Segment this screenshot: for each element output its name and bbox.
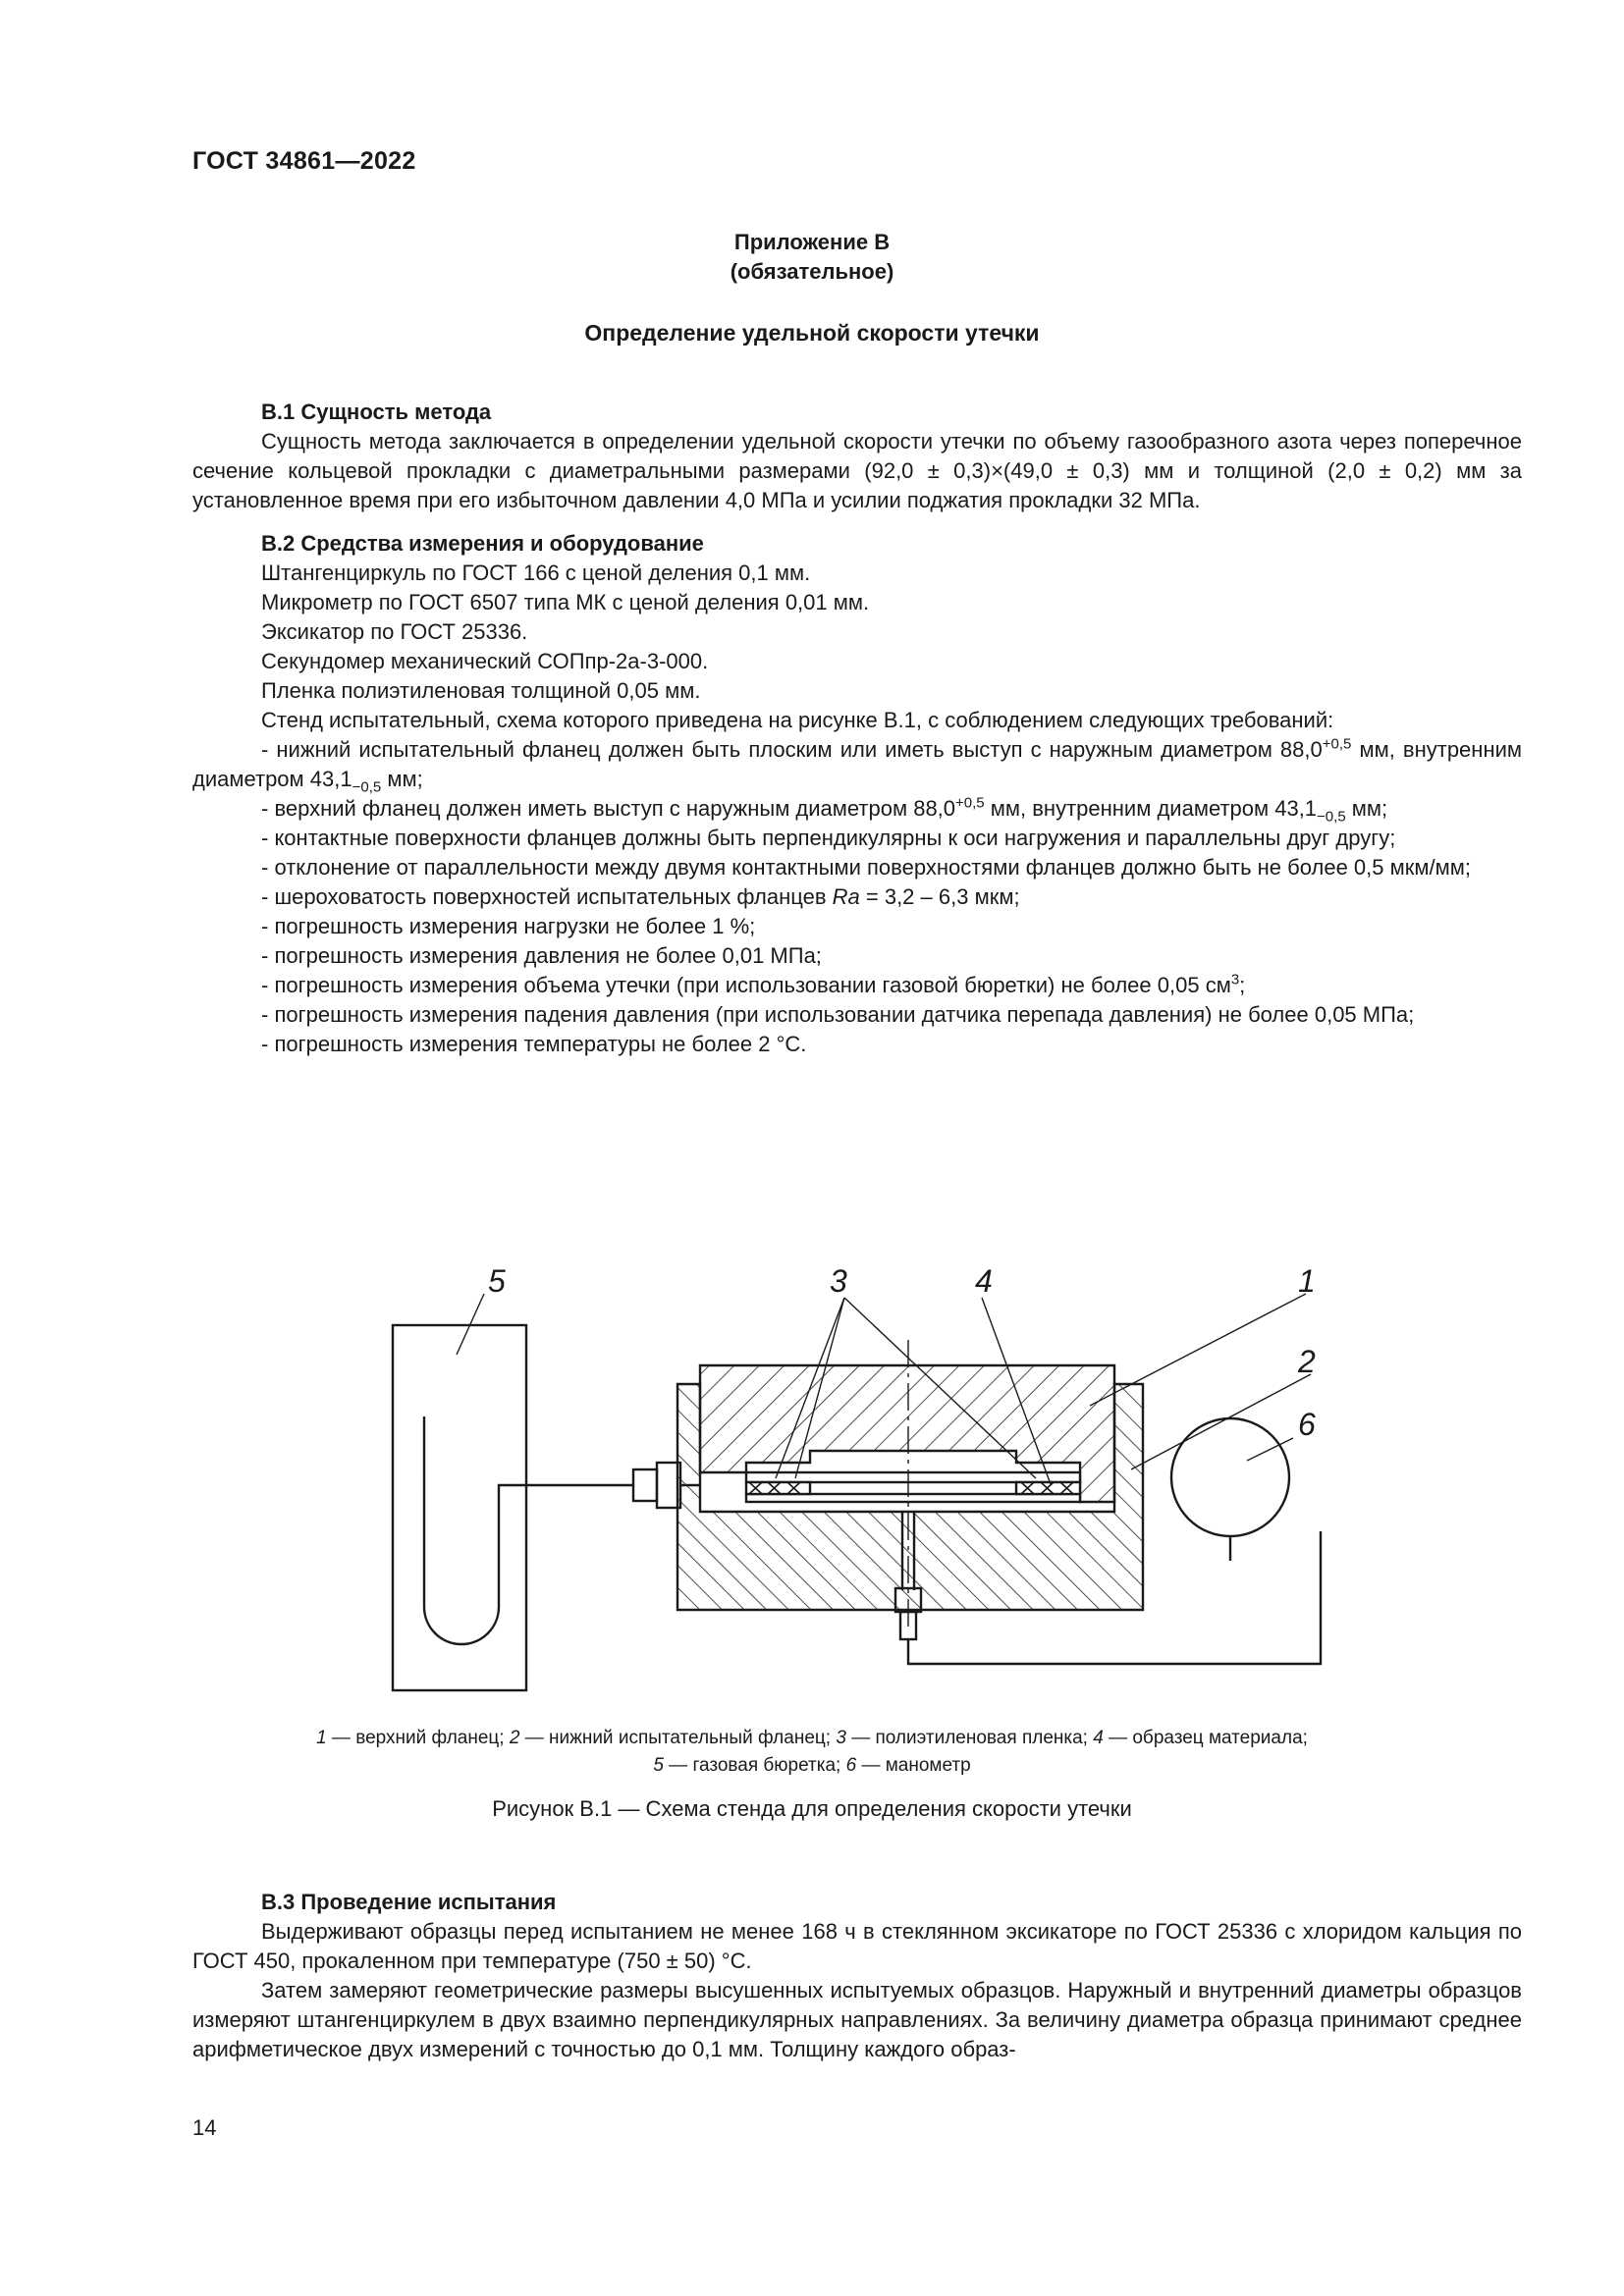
gas-burette: [393, 1325, 526, 1690]
figure-caption: Рисунок В.1 — Схема стенда для определения скорости утечки: [492, 1796, 1132, 1821]
document-header: ГОСТ 34861—2022: [192, 147, 416, 175]
equipment-line: Эксикатор по ГОСТ 25336.: [261, 619, 528, 644]
section-3-paragraph: Выдерживают образцы перед испытанием не менее 168 ч в стеклянном эксикаторе по ГОСТ 25336 с хлоридом кальция по ГОСТ 450, прокаленном при температуре (750 ± 50) °С.: [192, 1919, 1522, 1973]
requirement-item: - нижний испытательный фланец должен быть плоским или иметь выступ с наружным диаметром $88,0^{+0,5}$ мм, внутренним диаметром $43,1_{-0,5}$ мм;: [192, 735, 1523, 796]
requirement-item: - погрешность измерения давления не более 0,01 МПа;: [261, 943, 822, 968]
requirement-item: - погрешность измерения падения давления (при использовании датчика перепада давления) не более 0,05 МПа;: [261, 1002, 1415, 1027]
lower-text-block: [192, 1888, 1522, 2064]
legend-line-2: 5 — газовая бюретка; 6 — манометр: [653, 1755, 971, 1776]
equipment-line: Стенд испытательный, схема которого приведена на рисунке В.1, с соблюдением следующих требований:: [261, 708, 1334, 732]
section-3-paragraph: Затем замеряют геометрические размеры высушенных испытуемых образцов. Наружный и внутренний диаметры образцов измеряют штангенциркулем в двух взаимно перпендикулярных направлениях. За величину диаметра образца принимают среднее арифметическое двух измерений с точностью до 0,1 мм. Толщину каждого образ-: [192, 1978, 1522, 2061]
requirement-item: - погрешность измерения температуры не более 2 °С.: [261, 1032, 807, 1056]
equipment-line: Пленка полиэтиленовая толщиной 0,05 мм.: [261, 678, 701, 703]
burette-tube: [424, 1416, 633, 1644]
annex-label: Приложение В: [733, 230, 891, 254]
label-4: 4: [975, 1263, 993, 1299]
fitting: [633, 1469, 657, 1501]
section-1-text: Сущность метода заключается в определении удельной скорости утечки по объему газообразного азота через поперечное сечение кольцевой прокладки с диаметральными размерами (92,0 ± 0,3)×(49,0 ± 0,3) мм и толщиной (2,0 ± 0,2) мм за установленное время при его избыточном давлении 4,0 МПа и усилии поджатия прокладки 32 МПа.: [192, 429, 1522, 512]
section-3-heading: В.3 Проведение испытания: [261, 1890, 557, 1914]
legend-line-1: 1 — верхний фланец; 2 — нижний испытательный фланец; 3 — полиэтиленовая пленка; 4 — образец материала;: [316, 1728, 1308, 1748]
manometer: [1171, 1418, 1289, 1536]
label-1: 1: [1298, 1263, 1316, 1299]
equipment-line: Микрометр по ГОСТ 6507 типа МК с ценой деления 0,01 мм.: [261, 590, 870, 614]
label-6: 6: [1298, 1407, 1316, 1442]
page-number: 14: [192, 2115, 217, 2140]
annex-status: (обязательное): [730, 259, 894, 284]
section-2-heading: В.2 Средства измерения и оборудование: [261, 531, 704, 556]
label-2: 2: [1298, 1344, 1316, 1379]
requirement-item: - погрешность измерения нагрузки не более 1 %;: [261, 914, 756, 938]
annex-title: Определение удельной скорости утечки: [584, 320, 1040, 346]
equipment-line: Секундомер механический СОПпр-2а-3-000.: [261, 649, 709, 673]
label-3: 3: [830, 1263, 847, 1299]
label-5: 5: [488, 1263, 506, 1299]
section-1-heading: В.1 Сущность метода: [261, 400, 492, 424]
requirement-item: - верхний фланец должен иметь выступ с наружным диаметром $88,0^{+0,5}$ мм, внутренним диаметром $43,1_{-0,5}$ мм;: [261, 794, 1388, 826]
requirement-item: - шероховатость поверхностей испытательных фланцев Ra = 3,2 – 6,3 мкм;: [261, 884, 1020, 909]
figure-legend: [0, 1725, 1624, 1780]
equipment-line: Штангенциркуль по ГОСТ 166 с ценой деления 0,1 мм.: [261, 561, 811, 585]
requirement-item: - отклонение от параллельности между двумя контактными поверхностями фланцев должно быть не более 0,5 мкм/мм;: [261, 855, 1471, 880]
requirement-item: - погрешность измерения объема утечки (при использовании газовой бюретки) не более 0,05 $см^3$;: [261, 971, 1246, 997]
requirement-item: - контактные поверхности фланцев должны быть перпендикулярны к оси нагружения и параллельны друг другу;: [261, 826, 1396, 850]
